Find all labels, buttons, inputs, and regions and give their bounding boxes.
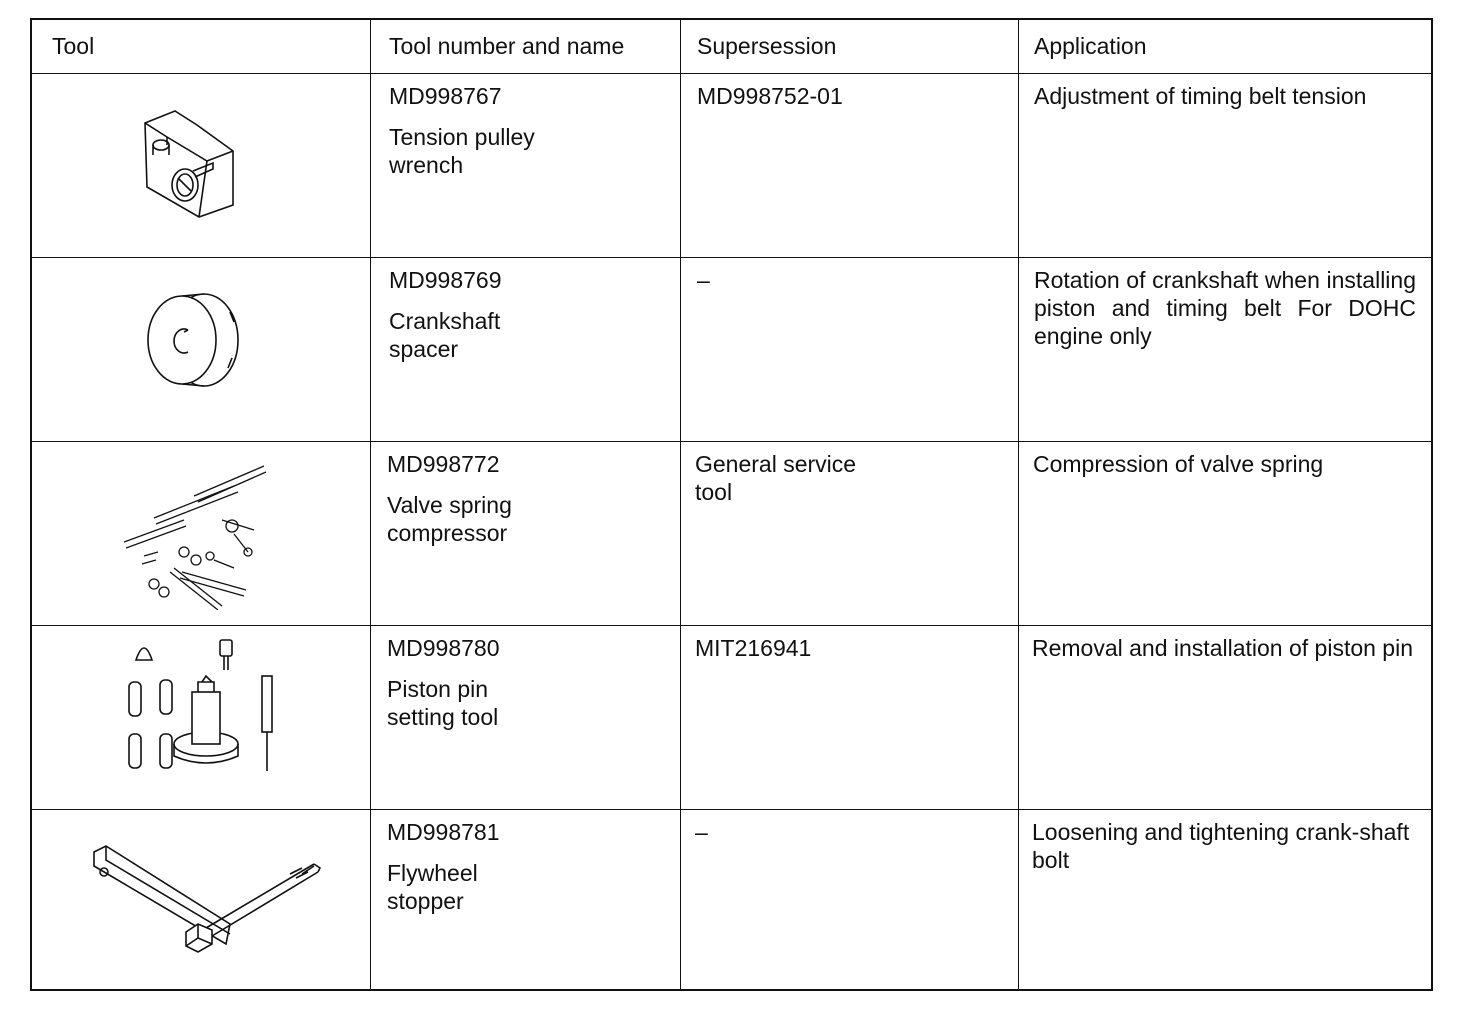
supersession-value — [695, 818, 708, 846]
tool-info — [389, 266, 502, 363]
tool-name-line: Flywheel — [387, 860, 478, 886]
supersession-line: – — [695, 819, 708, 845]
supersession-value — [695, 450, 856, 506]
supersession-value — [697, 266, 710, 294]
tool-number: MD998772 — [387, 451, 500, 477]
crankshaft-spacer-icon — [144, 288, 244, 393]
tool-name — [389, 123, 535, 179]
tool-name-line: Crankshaft — [389, 308, 501, 334]
valve-spring-compressor-icon — [114, 460, 274, 610]
application-value: Loosening and tightening crank-shaft bolt — [1032, 819, 1410, 873]
header-application: Application — [1034, 33, 1147, 59]
row-divider — [32, 625, 1431, 626]
tool-info — [389, 82, 535, 179]
row-divider — [32, 257, 1431, 258]
tool-name-line: Piston pin — [387, 676, 489, 702]
tool-name-line: Tension pulley — [389, 124, 535, 150]
supersession-value — [695, 634, 811, 662]
application-value: Rotation of crankshaft when installing piston and timing belt For DOHC engine only — [1034, 267, 1416, 349]
tool-number: MD998767 — [389, 83, 502, 109]
header-tool-number-and-name: Tool number and name — [389, 33, 625, 59]
supersession-value — [697, 82, 843, 110]
tool-name-line: spacer — [389, 336, 459, 362]
tool-number: MD998781 — [387, 819, 500, 845]
application-value: Removal and installation of piston pin — [1032, 635, 1414, 661]
column-divider — [1018, 20, 1019, 989]
tool-name — [389, 307, 502, 363]
column-divider — [370, 20, 371, 989]
supersession-line: MIT216941 — [695, 635, 812, 661]
supersession-line: tool — [695, 479, 733, 505]
tool-name — [387, 675, 500, 731]
header-divider — [32, 73, 1431, 74]
tool-name — [387, 491, 512, 547]
tool-name-line: compressor — [387, 520, 508, 546]
tool-number: MD998769 — [389, 267, 502, 293]
tool-number: MD998780 — [387, 635, 500, 661]
application-value: Adjustment of timing belt tension — [1034, 83, 1367, 109]
tool-info — [387, 634, 500, 731]
tool-name-line: setting tool — [387, 704, 499, 730]
header-supersession: Supersession — [697, 33, 837, 59]
tool-name-line: Valve spring — [387, 492, 512, 518]
row-divider — [32, 441, 1431, 442]
supersession-line: – — [697, 267, 710, 293]
tool-info — [387, 818, 500, 915]
header-tool: Tool — [52, 33, 95, 59]
flywheel-stopper-icon — [90, 844, 330, 954]
supersession-line: MD998752-01 — [697, 83, 843, 109]
supersession-line: General service — [695, 451, 857, 477]
tool-name — [387, 859, 500, 915]
tool-info — [387, 450, 512, 547]
tool-name-line: stopper — [387, 888, 464, 914]
special-tools-table — [30, 18, 1433, 991]
tool-name-line: wrench — [389, 152, 464, 178]
row-divider — [32, 809, 1431, 810]
application-value: Compression of valve spring — [1033, 451, 1324, 477]
tension-pulley-wrench-icon — [137, 105, 237, 225]
piston-pin-setting-tool-icon — [124, 636, 284, 771]
column-divider — [680, 20, 681, 989]
